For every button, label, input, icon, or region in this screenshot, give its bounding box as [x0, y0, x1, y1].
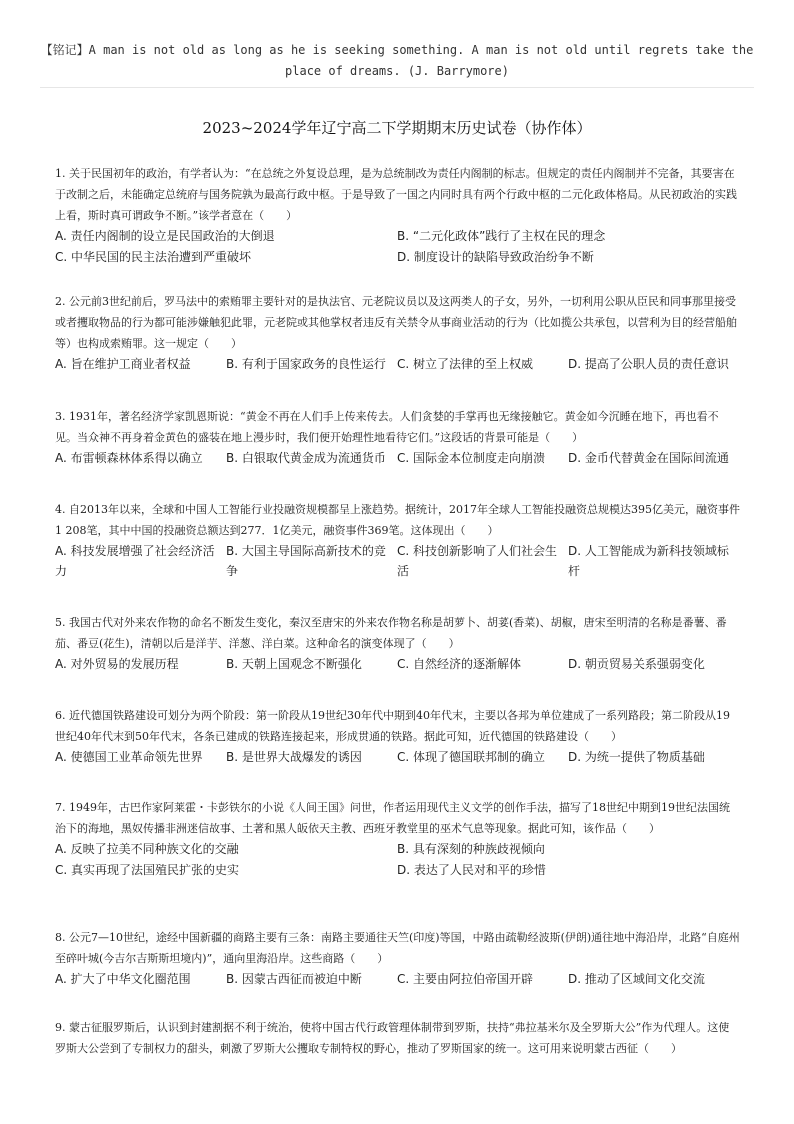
- option-a: A. 责任内阁制的设立是民国政治的大倒退: [55, 229, 275, 243]
- option-b: B. 因蒙古西征而被迫中断: [226, 972, 362, 986]
- option-c: C. 树立了法律的至上权威: [397, 357, 534, 371]
- question-stem: 8. 公元7—10世纪，途经中国新疆的商路主要有三条：南路主要通往天竺(印度)等国，中路由疏勒经波斯(伊朗)通往地中海沿岸，北路“自庭州至碎叶城(今吉尔吉斯斯坦境内)”，通向里海沿岸。这些商路（ ）: [55, 931, 740, 965]
- option-d: D. 朝贡贸易关系强弱变化: [568, 657, 705, 671]
- question-6: [55, 705, 740, 768]
- question-5: [55, 612, 740, 675]
- option-b: B. 白银取代黄金成为流通货币: [226, 451, 386, 465]
- question-stem: 7. 1949年，古巴作家阿莱霍・卡彭铁尔的小说《人间王国》问世，作者运用现代主义文学的创作手法，描写了18世纪中期到19世纪法国统治下的海地，黑奴传播非洲迷信故事、土著和黑人皈依天主教、西班牙教堂里的巫术气息等现象。据此可知，该作品（ ）: [55, 801, 730, 835]
- option-d: D. 人工智能成为新科技领域标杆: [568, 544, 729, 578]
- option-a: A. 使德国工业革命领先世界: [55, 750, 203, 764]
- question-stem: 4. 自2013年以来，全球和中国人工智能行业投融资规模都呈上涨趋势。据统计，2017年全球人工智能投融资总规模达395亿美元，融资事件1 208笔，其中中国的投融资总额达到277．1亿美元，融资事件369笔。这体现出（ ）: [55, 503, 740, 537]
- question-stem: 3. 1931年，著名经济学家凯恩斯说：“黄金不再在人们手上传来传去。人们贪婪的手掌再也无缘接触它。黄金如今沉睡在地下，再也看不见。当众神不再身着金黄色的盛装在地上漫步时，我们便开始理性地看待它们。”这段话的背景可能是（ ）: [55, 410, 719, 444]
- option-a: A. 旨在维护工商业者权益: [55, 357, 191, 371]
- option-a: A. 反映了拉美不同种族文化的交融: [55, 842, 239, 856]
- option-c: C. 自然经济的逐渐解体: [397, 657, 522, 671]
- option-a: A. 对外贸易的发展历程: [55, 657, 179, 671]
- option-c: C. 体现了德国联邦制的确立: [397, 750, 546, 764]
- question-8: [55, 927, 740, 990]
- option-c: C. 国际金本位制度走向崩溃: [397, 451, 546, 465]
- option-b: B. “二元化政体”践行了主权在民的理念: [397, 229, 606, 243]
- option-b: B. 具有深刻的种族歧视倾向: [397, 842, 545, 856]
- option-d: D. 表达了人民对和平的珍惜: [397, 863, 546, 877]
- option-d: D. 为统一提供了物质基础: [568, 750, 705, 764]
- question-2: [55, 291, 740, 375]
- option-a: A. 扩大了中华文化圈范围: [55, 972, 191, 986]
- option-c: C. 中华民国的民主法治遭到严重破坏: [55, 250, 252, 264]
- option-b: B. 天朝上国观念不断强化: [226, 657, 362, 671]
- option-c: C. 真实再现了法国殖民扩张的史实: [55, 863, 240, 877]
- question-stem: 1. 关于民国初年的政治，有学者认为：“在总统之外复设总理，是为总统制改为责任内阁制的标志。但规定的责任内阁制并不完备，其要害在于改制之后，未能确定总统府与国务院孰为最高行政中枢。于是导致了一国之内同时具有两个行政中枢的二元化政体格局。从民初政治的实践上看，斯时真可谓政争不断。”该学者意在（ ）: [55, 167, 737, 222]
- option-d: D. 制度设计的缺陷导致政治纷争不断: [397, 250, 594, 264]
- option-b: B. 是世界大战爆发的诱因: [226, 750, 362, 764]
- question-1: [55, 163, 740, 268]
- option-b: B. 有利于国家政务的良性运行: [226, 357, 386, 371]
- question-stem: 9. 蒙古征服罗斯后，认识到封建割据不利于统治，使将中国古代行政管理体制带到罗斯，扶持“弗拉基米尔及全罗斯大公”作为代理人。这使罗斯大公尝到了专制权力的甜头，刺激了罗斯大公攫取专制特权的野心，推动了罗斯国家的统一。这可用来说明蒙古西征（ ）: [55, 1021, 730, 1055]
- option-a: A. 布雷顿森林体系得以确立: [55, 451, 203, 465]
- option-c: C. 主要由阿拉伯帝国开辟: [397, 972, 534, 986]
- question-3: [55, 406, 740, 469]
- exam-title: 2023~2024学年辽宁高二下学期期末历史试卷（协作体）: [202, 119, 592, 137]
- question-9: [55, 1017, 740, 1059]
- question-stem: 5. 我国古代对外来农作物的命名不断发生变化，秦汉至唐宋的外来农作物名称是胡萝卜、胡荽(香菜)、胡椒，唐宋至明清的名称是番薯、番茄、番豆(花生)，清朝以后是洋芋、洋葱、洋白菜。这种命名的演变体现了（ ）: [55, 616, 727, 650]
- option-d: D. 提高了公职人员的责任意识: [568, 357, 729, 371]
- option-d: D. 推动了区域间文化交流: [568, 972, 705, 986]
- option-a: A. 科技发展增强了社会经济活力: [55, 544, 215, 578]
- question-stem: 6. 近代德国铁路建设可划分为两个阶段：第一阶段从19世纪30年代中期到40年代末，主要以各邦为单位建成了一系列路段；第二阶段从19世纪40年代末到50年代末，各条已建成的铁路连接起来，形成贯通的铁路。据此可知，近代德国的铁路建设（ ）: [55, 709, 730, 743]
- header-divider: [40, 87, 754, 88]
- question-4: [55, 499, 740, 583]
- motto-header: 【铭记】A man is not old as long as he is seeking something. A man is not old until regrets take the place of dreams. (J. Barrymore): [40, 43, 754, 78]
- question-7: [55, 797, 740, 881]
- question-stem: 2. 公元前3世纪前后，罗马法中的索贿罪主要针对的是执法官、元老院议员以及这两类人的子女，另外，一切利用公职从臣民和同事那里接受或者攫取物品的行为都可能涉嫌触犯此罪，元老院或其他掌权者违反有关禁令从事商业活动的行为（比如揽公共承包，以营利为目的经营船舶等）也构成索贿罪。这一规定（ ）: [55, 295, 737, 350]
- option-b: B. 大国主导国际高新技术的竞争: [226, 544, 386, 578]
- option-c: C. 科技创新影响了人们社会生活: [397, 544, 558, 578]
- option-d: D. 金币代替黄金在国际间流通: [568, 451, 729, 465]
